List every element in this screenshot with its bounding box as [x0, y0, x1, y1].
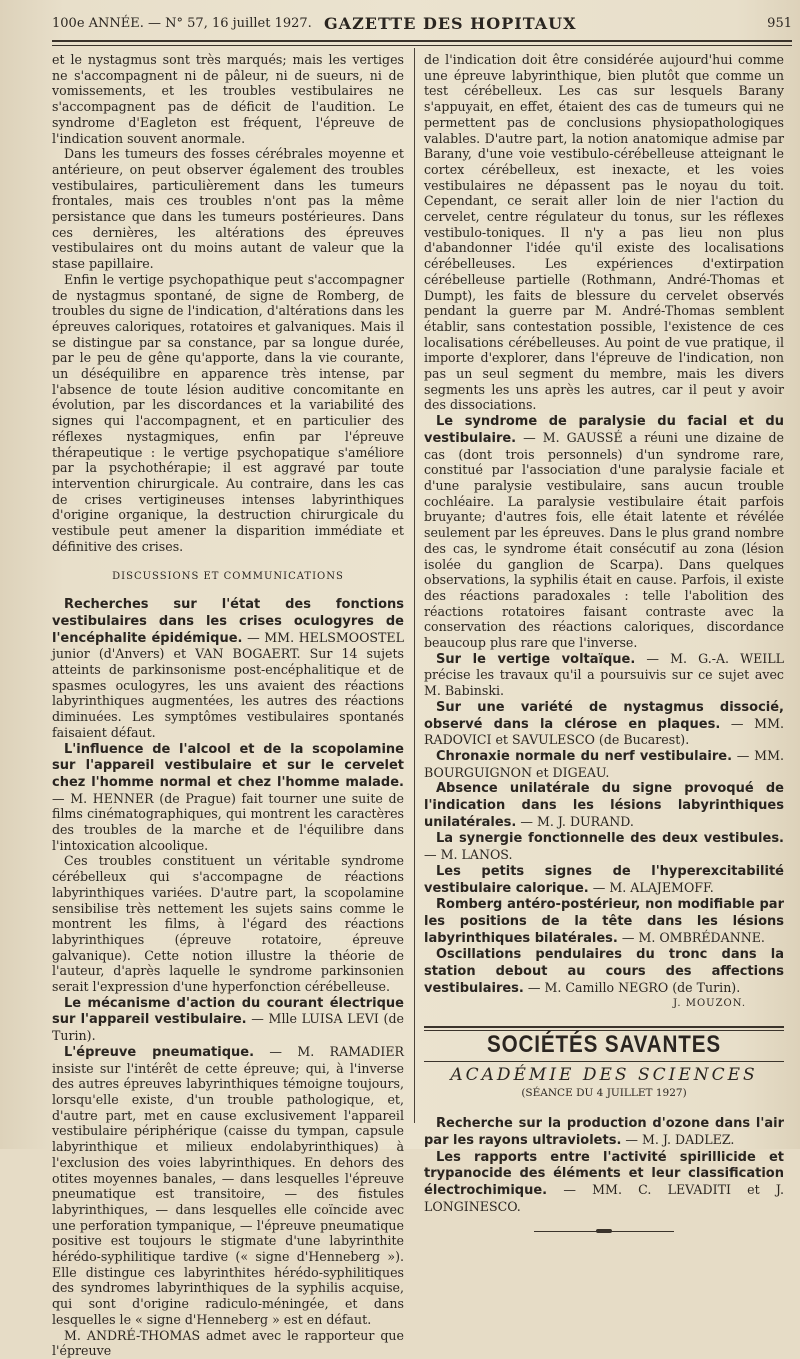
- paragraph: Enfin le vertige psychopathique peut s'accompagner de nystagmus spontané, de signe de Romberg, de troubles du signe de l'indication, d'altérations dans les épreuves caloriques, rotatoires et galvaniques. Mais il se distingue par sa constance, par sa longue durée, par le peu de gêne qu'apporte, dans la vie courante, un déséquilibre en apparence très intense, par l'absence de toute lésion auditive concomitante en évolution, par les discordances et la variabilité des signes qui l'accompagnent, et en particulier des réflexes nystagmiques, enfin par l'épreuve thérapeutique : le vertige psychopatique s'améliore par la psychothérapie; il est aggravé par toute intervention chirurgicale. Au contraire, dans les cas de crises vertigineuses intenses labyrinthiques d'origine organique, la destruction chirurgicale du vestibule peut amener la disparition immédiate et définitive des crises.: [52, 271, 404, 554]
- item-body: — MM. C. LEVADITI et J. LONGINESCO.: [424, 1182, 784, 1214]
- paragraph: M. ANDRÉ-THOMAS admet avec le rapporteur que l'épreuve: [52, 1327, 404, 1359]
- item-title: Sur une variété de nystagmus dissocié, observé dans la clérose en plaques.: [424, 699, 784, 732]
- seance-date: (SÉANCE DU 4 JUILLET 1927): [521, 1086, 687, 1099]
- item-body: — M. GAUSSÉ a réuni une dizaine de cas (dont trois personnels) d'un syndrome rare, constitué par l'association d'une paralysie faciale et d'une paralysie vestibulaire, sans aucun trouble cochléaire. La paralysie vestibulaire était parfois bruyante; d'autres fois, elle était latente et révélée seulement par les épreuves. Dans le plus grand nombre des cas, le syndrome était consécutif au zona (lésion isolée du ganglion de Scarpa). Dans quelques observations, la syphilis était en cause. Parfois, il existe des réactions paradoxales : telle l'abolition des réactions rotatoires faisant contraste avec la conservation des réactions caloriques, discordance beaucoup plus rare que l'inverse.: [424, 429, 784, 651]
- page-number: 951: [767, 16, 792, 31]
- item-body: — MM. RADOVICI et SAVULESCO (de Bucarest).: [424, 715, 784, 748]
- item-title: La synergie fonctionnelle des deux vestibules.: [436, 831, 784, 847]
- section-rule-thin: [424, 1061, 784, 1062]
- item-body: — M. J. DADLEZ.: [621, 1132, 735, 1147]
- communication-item: [424, 830, 784, 862]
- communication-item: [424, 780, 784, 830]
- section-heading: DISCUSSIONS ET COMMUNICATIONS: [112, 570, 344, 582]
- item-title: Chronaxie normale du nerf vestibulaire.: [436, 748, 733, 764]
- paragraph: Ces troubles constituent un véritable syndrome cérébelleux qui s'accompagne de réactions labyrinthiques variées. D'autre part, la scopolamine sensibilise très nettement les sujets sains comme le montrent les films, à l'égard des réactions labyrinthiques (épreuve rotatoire, épreuve galvanique). Cette notion illustre la théorie de l'auteur, d'après laquelle le syndrome parkinsonien serait l'expression d'une hyperfonction cérébelleuse.: [52, 853, 404, 995]
- section-rule: [424, 1026, 784, 1028]
- communication-item: [424, 863, 784, 896]
- item-body: — M. OMBRÉDANNE.: [617, 929, 765, 945]
- societes-title: SOCIÉTÉS SAVANTES: [486, 1031, 722, 1059]
- communication-item: [424, 1149, 784, 1215]
- journal-title: GAZETTE DES HOPITAUX: [324, 14, 577, 33]
- communication-item: [424, 699, 784, 748]
- column-divider: [414, 48, 415, 1123]
- item-body: — MM. HELSMOOSTEL junior (d'Anvers) et VAN BOGAERT. Sur 14 sujets atteints de parkinsonisme post-encéphalitique et de spasmes oculogyres, les uns avaient des réactions labyrinthiques augmentées, les autres des réactions diminuées. Les symptômes vestibulaires spontanés faisaient défaut.: [52, 629, 404, 740]
- communication-item: [424, 748, 784, 780]
- item-title: Recherches sur l'état des fonctions vestibulaires dans les crises oculogyres de l'encéphalite épidémique.: [52, 597, 404, 646]
- end-ornament: [534, 1231, 674, 1232]
- item-title: L'influence de l'alcool et de la scopolamine sur l'appareil vestibulaire et sur le cervelet chez l'homme normal et chez l'homme malade.: [52, 741, 404, 790]
- communication-item: [424, 1115, 784, 1148]
- item-title: Les rapports entre l'activité spirillicide et trypanocide des éléments et leur classification électrochimique.: [424, 1149, 784, 1199]
- communication-item: [52, 1044, 404, 1328]
- item-body: — M. J. DURAND.: [516, 813, 634, 829]
- header-rule: [52, 40, 792, 42]
- page-header: [52, 10, 792, 36]
- issue-info: 100e ANNÉE. — N° 57, 16 juillet 1927.: [52, 16, 312, 31]
- communication-item: [52, 741, 404, 854]
- item-title: Sur le vertige voltaïque.: [436, 651, 636, 667]
- communication-item: [52, 995, 404, 1044]
- item-title: Recherche sur la production d'ozone dans l'air par les rayons ultraviolets.: [424, 1116, 784, 1148]
- right-column: [424, 52, 784, 1232]
- item-title: Oscillations pendulaires du tronc dans la station debout au cours des affections vestibulaires.: [424, 947, 784, 996]
- header-rule-thin: [52, 45, 792, 46]
- communication-item: [424, 651, 784, 699]
- academie-title: ACADÉMIE DES SCIENCES: [450, 1064, 758, 1085]
- societes-section: [424, 1026, 784, 1062]
- item-body: — M. LANOS.: [424, 847, 513, 863]
- item-body: — M. HENNER (de Prague) fait tourner une suite de films cinématographiques, qui montrent les caractères des troubles de la marche et de l'équilibre dans l'intoxication alcoolique.: [52, 790, 404, 853]
- item-title: L'épreuve pneumatique.: [64, 1044, 255, 1060]
- communication-item: [424, 946, 784, 996]
- item-title: Le mécanisme d'action du courant électrique sur l'appareil vestibulaire.: [52, 995, 404, 1028]
- item-body: — M. ALAJEMOFF.: [588, 879, 714, 895]
- left-column: [52, 52, 404, 1359]
- paragraph: Dans les tumeurs des fosses cérébrales moyenne et antérieure, on peut observer également des troubles vestibulaires, particulièrement dans les tumeurs frontales, mais ces troubles n'ont pas la même persistance que dans les tumeurs postérieures. Dans ces dernières, les altérations des épreuves vestibulaires ont du moins autant de valeur que la stase papillaire.: [52, 146, 404, 272]
- paragraph: de l'indication doit être considérée aujourd'hui comme une épreuve labyrinthique, bien plutôt que comme un test cérébelleux. Les cas sur lesquels Barany s'appuyait, en effet, étaient des cas de tumeurs qui ne permettent pas de conclusions physiopathologiques valables. D'autre part, la notion anatomique admise par Barany, d'une voie vestibulo-cérébelleuse atteignant le cortex cérébelleux, est inexacte, et les voies vestibulaires ne dépassent pas le noyau du toit. Cependant, ce serait aller loin de nier l'action du cervelet, centre régulateur du tonus, sur les réflexes vestibulo-toniques. Il n'y a pas lieu non plus d'abandonner l'idée qu'il existe des localisations cérébelleuses. Les expériences d'extirpation cérébelleuse partielle (Rothmann, André-Thomas et Dumpt), les faits de blessure du cervelet observés pendant la guerre par M. André-Thomas semblent établir, sans contestation possible, l'existence de ces localisations cérébelleuses. Au point de vue pratique, il importe d'explorer, dans l'épreuve de l'indication, non pas un seul segment du membre, mais les divers segments les uns après les autres, car il peut y avoir des dissociations.: [424, 52, 784, 413]
- item-body: — M. Camillo NEGRO (de Turin).: [523, 979, 741, 995]
- item-body: — MM. BOURGUIGNON et DIGEAU.: [424, 747, 784, 780]
- communication-item: [424, 896, 784, 946]
- item-body: — M. RAMADIER insiste sur l'intérêt de cette épreuve; qui, à l'inverse des autres épreuves labyrinthiques témoigne toujours, lorsqu'elle existe, d'un trouble pathologique, et, d'autre part, met en cause exclusivement l'appareil vestibulaire périphérique (caisse du tympan, capsule labyrinthique et milieux endolabyrinthiques) à l'exclusion des voies labyrinthiques. En dehors des otites moyennes banales, — dans lesquelles l'épreuve pneumatique est transitoire, — des fistules labyrinthiques, — dans lesquelles elle coïncide avec une perforation tympanique, — l'épreuve pneumatique positive est toujours le stigmate d'une labyrinthite hérédo-syphilitique tardive (« signe d'Henneberg »). Elle distingue ces labyrinthites hérédo-syphilitiques des syndromes labyrinthiques de la syphilis acquise, qui sont d'origine radiculo-méningée, et dans lesquelles le « signe d'Henneberg » est en défaut.: [52, 1043, 404, 1327]
- item-title: Absence unilatérale du signe provoqué de l'indication dans les lésions labyrinthiques unilatérales.: [424, 781, 784, 830]
- item-title: Le syndrome de paralysie du facial et du vestibulaire.: [424, 414, 784, 446]
- item-title: Les petits signes de l'hyperexcitabilité vestibulaire calorique.: [424, 863, 784, 896]
- item-body: — M. G.-A. WEILL précise les travaux qu'il a poursuivis sur ce sujet avec M. Babinski.: [424, 650, 785, 699]
- communication-item: [424, 413, 784, 651]
- item-body: — Mlle LUISA LEVI (de Turin).: [52, 1011, 404, 1044]
- communication-item: [52, 596, 404, 740]
- paragraph: et le nystagmus sont très marqués; mais les vertiges ne s'accompagnent ni de pâleur, ni de sueurs, ni de vomissements, et les troubles vestibulaires ne s'accompagnent pas de déficit de l'audition. Le syndrome d'Eagleton est fréquent, l'épreuve de l'indication souvent anormale.: [52, 52, 404, 146]
- item-title: Romberg antéro-postérieur, non modifiable par les positions de la tête dans les lésions labyrinthiques bilatérales.: [424, 897, 784, 946]
- author-signature: J. MOUZON.: [673, 998, 746, 1010]
